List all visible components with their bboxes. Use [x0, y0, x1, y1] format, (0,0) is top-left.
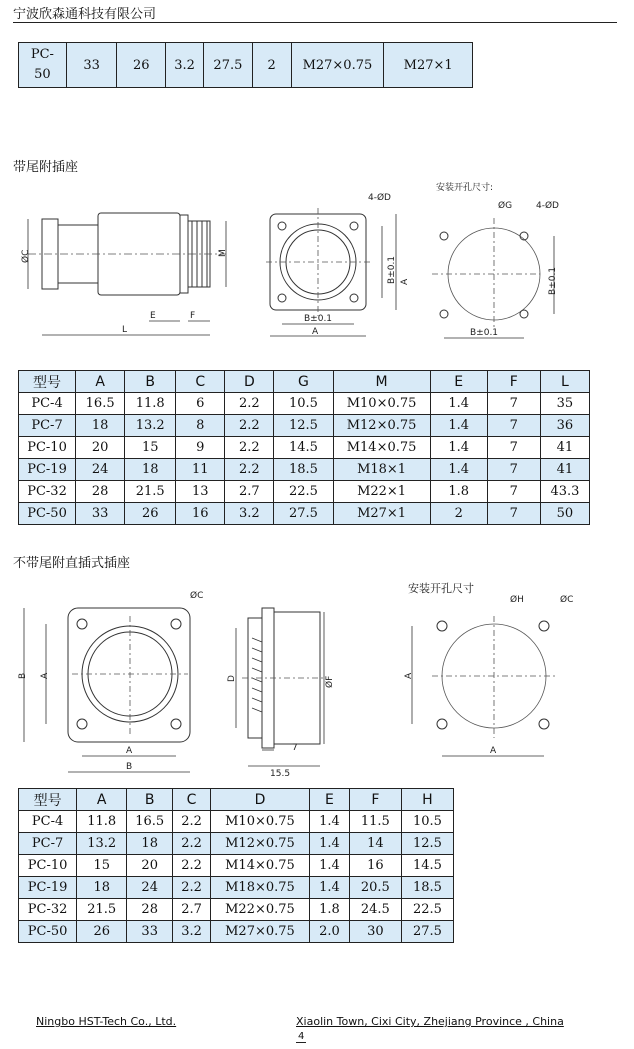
table-cell: 41: [540, 437, 589, 459]
table-cell: 27.5: [274, 503, 333, 525]
table-cell: 11.5: [349, 811, 401, 833]
table-cell: PC-10: [19, 437, 76, 459]
column-header: D: [225, 371, 274, 393]
table-cell: 7: [487, 393, 540, 415]
table-cell: 18: [77, 877, 127, 899]
table-cell: 24: [76, 459, 125, 481]
section2-install-hole-drawing: [398, 578, 598, 763]
label-m: M: [218, 249, 228, 257]
table-cell: 43.3: [540, 481, 589, 503]
column-header: C: [173, 789, 211, 811]
table-cell: 1.4: [310, 833, 350, 855]
table-cell: 26: [77, 921, 127, 943]
label-fifteen: 15.5: [270, 769, 291, 779]
section1-spec-table: [18, 370, 590, 525]
table-row: [19, 459, 590, 481]
table-cell: 20: [76, 437, 125, 459]
label-d-vertical: D: [227, 675, 237, 682]
label-g: ØG: [498, 201, 513, 211]
table-row: [19, 503, 590, 525]
section2-spec-table: [18, 788, 454, 943]
table-row: [19, 811, 454, 833]
table-cell: 13: [176, 481, 225, 503]
column-header: A: [76, 371, 125, 393]
label-h: ØH: [510, 595, 524, 605]
table-cell: 14.5: [401, 855, 453, 877]
column-header: C: [176, 371, 225, 393]
table-cell: 18: [76, 415, 125, 437]
table-cell: 3.2: [166, 43, 204, 88]
table-cell: 2.2: [173, 811, 211, 833]
table-cell: 7: [487, 459, 540, 481]
table-row: [19, 877, 454, 899]
table-row: [19, 481, 590, 503]
label-c: ØC: [560, 595, 574, 605]
table-cell: 36: [540, 415, 589, 437]
table-cell: 11.8: [77, 811, 127, 833]
table-cell: 2.7: [173, 899, 211, 921]
table-cell: M27×0.75: [210, 921, 309, 943]
label-a-vertical: A: [404, 672, 414, 679]
table-cell: 1.4: [430, 415, 487, 437]
column-header: E: [430, 371, 487, 393]
section2-title: 不带尾附直插式插座: [13, 556, 131, 571]
table-cell: 11.8: [125, 393, 176, 415]
table-cell: 1.8: [310, 899, 350, 921]
table-cell: PC-32: [19, 899, 77, 921]
table-cell: 15: [77, 855, 127, 877]
label-b-vertical: B: [18, 672, 28, 679]
table-cell: 50: [540, 503, 589, 525]
label-d: 4-ØD: [536, 201, 559, 211]
table-cell: PC-19: [19, 877, 77, 899]
column-header: F: [349, 789, 401, 811]
table-cell: 3.2: [173, 921, 211, 943]
column-header: B: [125, 371, 176, 393]
table-cell: 22.5: [274, 481, 333, 503]
label-b: B: [126, 762, 133, 772]
table-cell: 33: [127, 921, 173, 943]
table-cell: 28: [76, 481, 125, 503]
table-cell: 1.4: [430, 437, 487, 459]
label-b-vertical: B±0.1: [387, 255, 397, 284]
column-header: M: [333, 371, 430, 393]
table-header-row: [19, 371, 590, 393]
table-cell: 18: [125, 459, 176, 481]
table-row: [19, 415, 590, 437]
table-cell: M10×0.75: [333, 393, 430, 415]
table-cell: 30: [349, 921, 401, 943]
table-cell: PC-4: [19, 393, 76, 415]
column-header: F: [487, 371, 540, 393]
table-cell: 12.5: [274, 415, 333, 437]
table-cell: 14: [349, 833, 401, 855]
table-cell: M27×0.75: [291, 43, 384, 88]
table-cell: 7: [487, 481, 540, 503]
section1-title: 带尾附插座: [13, 160, 79, 175]
column-header: G: [274, 371, 333, 393]
label-e: E: [150, 311, 156, 321]
table-cell: 28: [127, 899, 173, 921]
label-b: B±0.1: [304, 314, 333, 324]
column-header: E: [310, 789, 350, 811]
label-a: A: [312, 327, 319, 337]
table-cell: M27×1: [333, 503, 430, 525]
table-cell: 2.2: [173, 855, 211, 877]
install-label: 安装开孔尺寸:: [436, 183, 494, 193]
column-header: 型号: [19, 371, 76, 393]
table-cell: 7: [487, 437, 540, 459]
table-cell: 16: [349, 855, 401, 877]
table-cell: 2: [430, 503, 487, 525]
table-cell: 1.4: [310, 811, 350, 833]
footer-address: Xiaolin Town, Cixi City, Zhejiang Province , China: [296, 1015, 564, 1028]
header-divider: [13, 22, 617, 23]
table-cell: PC-19: [19, 459, 76, 481]
table-cell: 22.5: [401, 899, 453, 921]
table-cell: 26: [117, 43, 166, 88]
column-header: B: [127, 789, 173, 811]
table-cell: 2.2: [173, 877, 211, 899]
table-cell: 10.5: [401, 811, 453, 833]
table-cell: 3.2: [225, 503, 274, 525]
table-cell: 11: [176, 459, 225, 481]
table-cell: PC-50: [19, 921, 77, 943]
table-row: [19, 921, 454, 943]
table-cell: 1.4: [310, 855, 350, 877]
table-row: [19, 833, 454, 855]
table-cell: 15: [125, 437, 176, 459]
label-b-vertical: B±0.1: [548, 266, 558, 295]
column-header: L: [540, 371, 589, 393]
label-a: A: [490, 746, 497, 756]
label-a-vertical: A: [40, 672, 50, 679]
table-cell: PC-7: [19, 415, 76, 437]
table-cell: M14×0.75: [210, 855, 309, 877]
install-label: 安装开孔尺寸: [408, 582, 474, 595]
table-row: [19, 855, 454, 877]
table-cell: 10.5: [274, 393, 333, 415]
table-cell: 26: [125, 503, 176, 525]
table-cell: M18×0.75: [210, 877, 309, 899]
label-b: B±0.1: [470, 328, 499, 338]
section2-side-view-drawing: [212, 598, 362, 783]
table-cell: 2.2: [173, 833, 211, 855]
table-cell: 24.5: [349, 899, 401, 921]
table-cell: 7: [487, 415, 540, 437]
table-cell: 14.5: [274, 437, 333, 459]
column-header: A: [77, 789, 127, 811]
footer-company: Ningbo HST-Tech Co., Ltd.: [36, 1015, 177, 1028]
table-cell: PC-50: [19, 503, 76, 525]
table-cell: 18: [127, 833, 173, 855]
table-cell: PC- 50: [19, 43, 67, 88]
table-cell: 2.7: [225, 481, 274, 503]
table-cell: M12×0.75: [210, 833, 309, 855]
top-continuation-table: [18, 42, 473, 88]
column-header: H: [401, 789, 453, 811]
table-cell: 16.5: [76, 393, 125, 415]
table-cell: 33: [76, 503, 125, 525]
table-cell: 8: [176, 415, 225, 437]
table-cell: 20: [127, 855, 173, 877]
table-cell: 2.2: [225, 415, 274, 437]
section2-front-view-drawing: [14, 586, 204, 781]
label-seven: 7: [292, 743, 298, 753]
table-cell: 24: [127, 877, 173, 899]
table-cell: PC-10: [19, 855, 77, 877]
page-number: 4: [298, 1031, 305, 1042]
table-cell: M27×1: [384, 43, 473, 88]
table-cell: 16.5: [127, 811, 173, 833]
table-cell: 1.8: [430, 481, 487, 503]
column-header: D: [210, 789, 309, 811]
table-cell: 9: [176, 437, 225, 459]
label-a: A: [126, 746, 133, 756]
label-d: 4-ØD: [368, 193, 391, 203]
table-cell: 2.2: [225, 437, 274, 459]
table-cell: 6: [176, 393, 225, 415]
table-cell: M22×1: [333, 481, 430, 503]
table-cell: PC-7: [19, 833, 77, 855]
section1-install-hole-drawing: [430, 178, 605, 348]
table-cell: 1.4: [430, 393, 487, 415]
table-cell: PC-32: [19, 481, 76, 503]
table-cell: 2.0: [310, 921, 350, 943]
table-cell: 41: [540, 459, 589, 481]
table-cell: 12.5: [401, 833, 453, 855]
table-cell: M12×0.75: [333, 415, 430, 437]
table-cell: 2.2: [225, 393, 274, 415]
table-cell: 18.5: [401, 877, 453, 899]
label-a-vertical: A: [400, 278, 410, 285]
table-header-row: [19, 789, 454, 811]
table-cell: 1.4: [310, 877, 350, 899]
table-cell: 2.2: [225, 459, 274, 481]
table-cell: 16: [176, 503, 225, 525]
table-cell: 21.5: [125, 481, 176, 503]
table-cell: M10×0.75: [210, 811, 309, 833]
table-row: [19, 899, 454, 921]
table-cell: 21.5: [77, 899, 127, 921]
label-f: F: [190, 311, 196, 321]
label-l: L: [122, 325, 128, 335]
table-cell: 35: [540, 393, 589, 415]
table-row: [19, 393, 590, 415]
company-header: 宁波欣森通科技有限公司: [13, 7, 157, 22]
label-f-vertical: ØF: [325, 675, 335, 688]
table-cell: 7: [487, 503, 540, 525]
table-cell: 27.5: [401, 921, 453, 943]
table-cell: PC-4: [19, 811, 77, 833]
table-cell: 13.2: [77, 833, 127, 855]
label-c: ØC: [190, 591, 204, 601]
section1-front-view-drawing: [262, 188, 412, 343]
table-cell: M18×1: [333, 459, 430, 481]
table-cell: 20.5: [349, 877, 401, 899]
table-cell: M14×0.75: [333, 437, 430, 459]
section1-side-view-drawing: [14, 205, 244, 345]
table-cell: 33: [66, 43, 117, 88]
table-cell: 18.5: [274, 459, 333, 481]
table-cell: M22×0.75: [210, 899, 309, 921]
table-cell: 27.5: [204, 43, 253, 88]
table-cell: 2: [252, 43, 291, 88]
table-row: [19, 437, 590, 459]
table-cell: 13.2: [125, 415, 176, 437]
label-c: ØC: [21, 249, 31, 263]
column-header: 型号: [19, 789, 77, 811]
table-cell: 1.4: [430, 459, 487, 481]
